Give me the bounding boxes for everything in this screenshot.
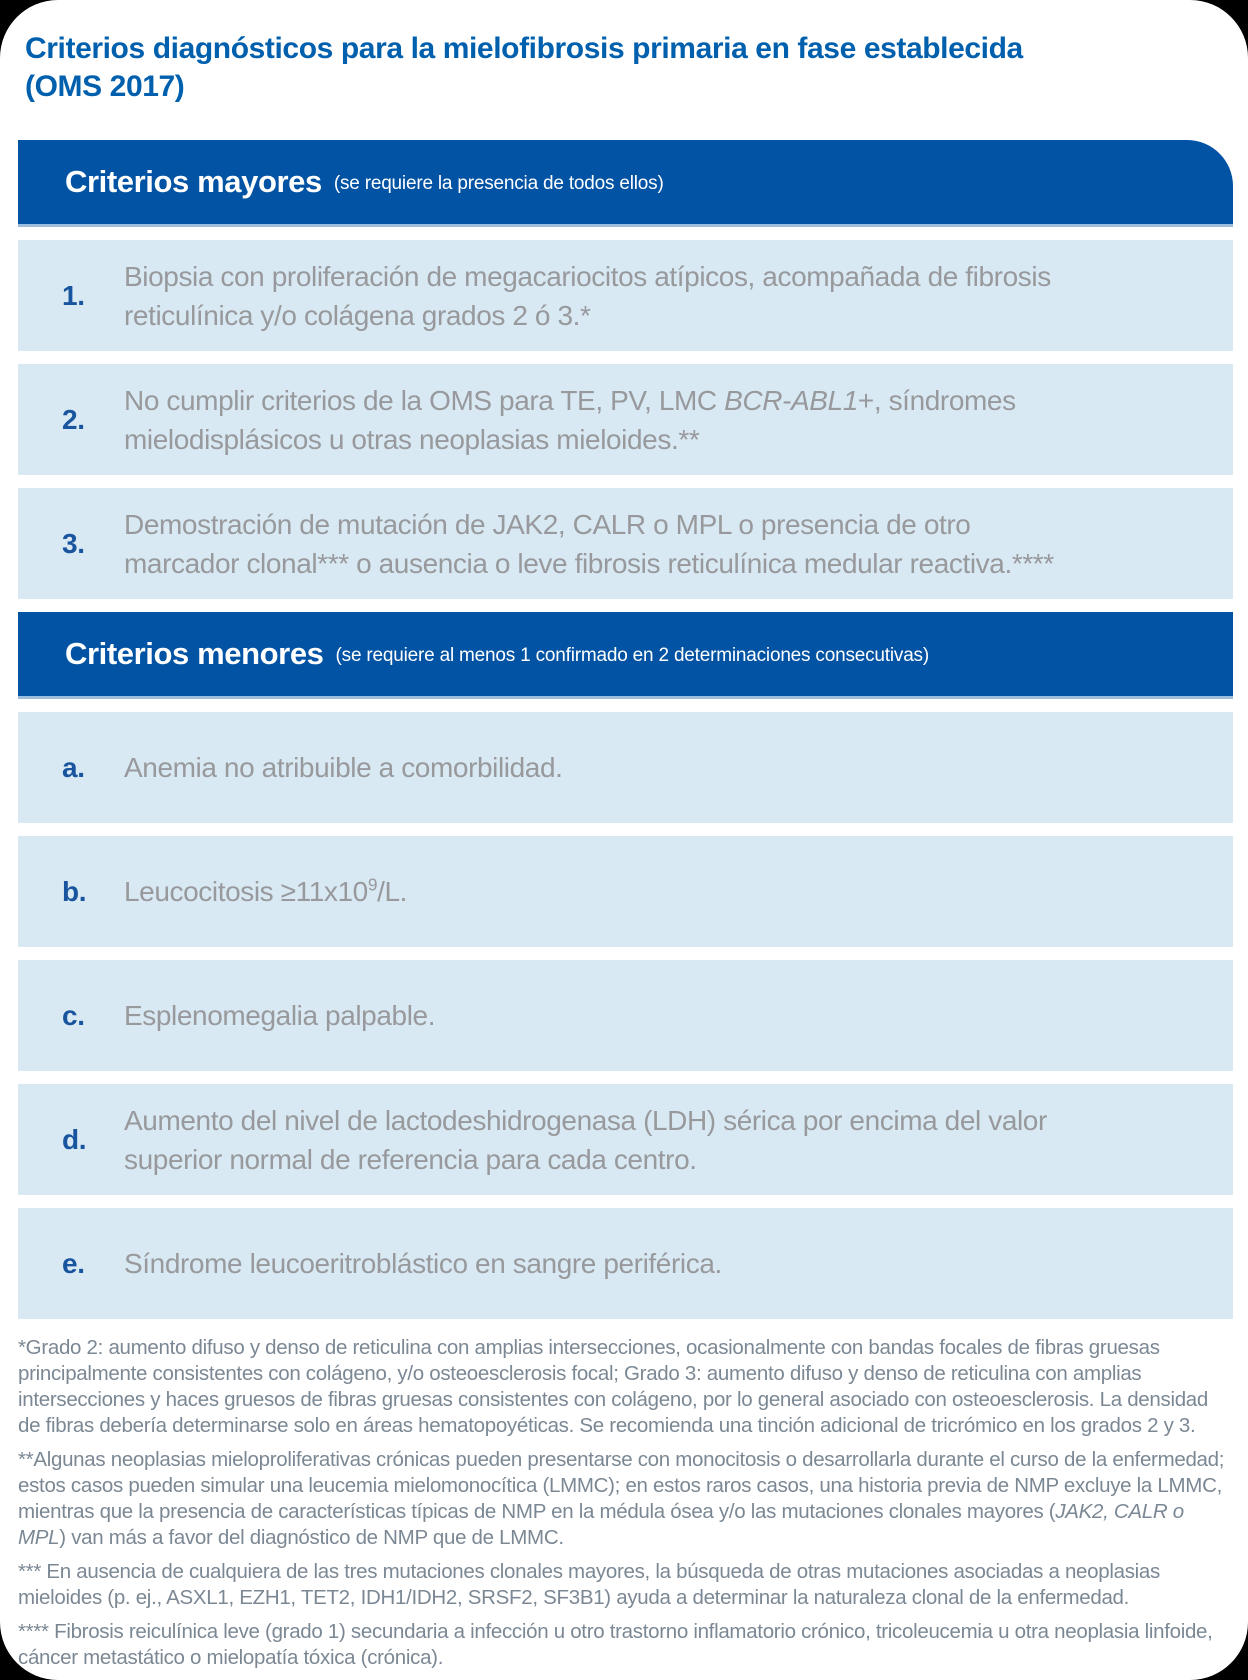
criterios-menores-heading: Criterios menores — [65, 636, 324, 671]
criterios-mayores-subheading: (se requiere la presencia de todos ellos) — [333, 173, 664, 194]
criteria-marker-c: c. — [62, 999, 85, 1031]
criteria-text-a: Anemia no atribuible a comorbilidad. — [124, 752, 563, 783]
criteria-marker-2: 2. — [62, 403, 85, 435]
section-header-criterios-mayores — [18, 140, 1233, 227]
criterios-mayores-heading: Criterios mayores — [65, 164, 322, 199]
criteria-row-1 — [18, 240, 1233, 351]
page-title-line-1: Criterios diagnósticos para la mielofibrosis primaria en fase establecida — [25, 32, 1023, 65]
criteria-text-c: Esplenomegalia palpable. — [124, 1000, 436, 1031]
criteria-row-d — [18, 1084, 1233, 1195]
footnote-4: **** Fibrosis reiculínica leve (grado 1) secundaria a infección u otro trastorno inflamatorio crónico, tricoleucemia u otra neoplasia linfoide, cáncer metastático o mielopatía tóxica (crónica). — [18, 1620, 1213, 1669]
criteria-marker-1: 1. — [62, 279, 85, 311]
criteria-marker-d: d. — [62, 1123, 87, 1155]
criteria-text-b: Leucocitosis $\ge 11x10^9/L$. — [124, 874, 408, 907]
criteria-marker-3: 3. — [62, 527, 85, 559]
criteria-row-c — [18, 960, 1233, 1071]
criteria-row-e — [18, 1208, 1233, 1319]
criteria-text-1: Biopsia con proliferación de megacariocitos atípicos, acompañada de fibrosis reticulínica y/o colágena grados 2 ó 3.* — [124, 260, 1051, 331]
criteria-row-b — [18, 836, 1233, 947]
footnotes — [18, 1335, 1230, 1671]
criteria-marker-e: e. — [62, 1247, 85, 1279]
footnote-2: **Algunas neoplasias mieloproliferativas crónicas pueden presentarse con monocitosis o desarrollarla durante el curso de la enfermedad; estos casos pueden simular una leucemia mielomonocítica (LMMC); en estos raros casos, una historia previa de NMP excluye la LMMC, mientras que la presencia de características típicas de NMP en la médula ósea y/o las mutaciones clonales mayores (JAK2, CALR o MPL) van más a favor del diagnóstico de NMP que de LMMC. — [18, 1448, 1225, 1549]
section-header-criterios-menores — [18, 612, 1233, 699]
page-title — [25, 30, 1228, 106]
criteria-row-a — [18, 712, 1233, 823]
criteria-marker-a: a. — [62, 751, 85, 783]
criteria-text-3: Demostración de mutación de JAK2, CALR o MPL o presencia de otro marcador clonal*** o ausencia o leve fibrosis reticulínica medular reactiva.**** — [124, 508, 1054, 579]
footnote-3: *** En ausencia de cualquiera de las tres mutaciones clonales mayores, la búsqueda de otras mutaciones asociadas a neoplasias mieloides (p. ej., ASXL1, EZH1, TET2, IDH1/IDH2, SRSF2, SF3B1) ayuda a determinar la naturaleza clonal de la enfermedad. — [18, 1560, 1160, 1609]
page-title-line-2: (OMS 2017) — [25, 70, 185, 103]
footnote-1: *Grado 2: aumento difuso y denso de reticulina con amplias intersecciones, ocasionalmente con bandas focales de fibras gruesas principalmente consistentes con colágeno, y/o osteoesclerosis focal; Grado 3: aumento difuso y denso de reticulina con amplias intersecciones y haces gruesos de fibras gruesas consistentes con colágeno, por lo general asociado con osteoesclerosis. La densidad de fibras debería determinarse solo en áreas hematopoyéticas. Se recomienda una tinción adicional de tricrómico en los grados 2 y 3. — [18, 1336, 1209, 1437]
criteria-text-2: No cumplir criterios de la OMS para TE, PV, LMC BCR-ABL1+, síndromes mielodisplásicos u otras neoplasias mieloides.** — [124, 384, 1016, 455]
criteria-row-3 — [18, 488, 1233, 599]
criterios-menores-subheading: (se requiere al menos 1 confirmado en 2 determinaciones consecutivas) — [335, 645, 929, 666]
criteria-text-e: Síndrome leucoeritroblástico en sangre periférica. — [124, 1248, 722, 1279]
criteria-text-d: Aumento del nivel de lactodeshidrogenasa (LDH) sérica por encima del valor superior normal de referencia para cada centro. — [124, 1104, 1047, 1175]
criteria-marker-b: b. — [62, 875, 87, 907]
criteria-row-2 — [18, 364, 1233, 475]
